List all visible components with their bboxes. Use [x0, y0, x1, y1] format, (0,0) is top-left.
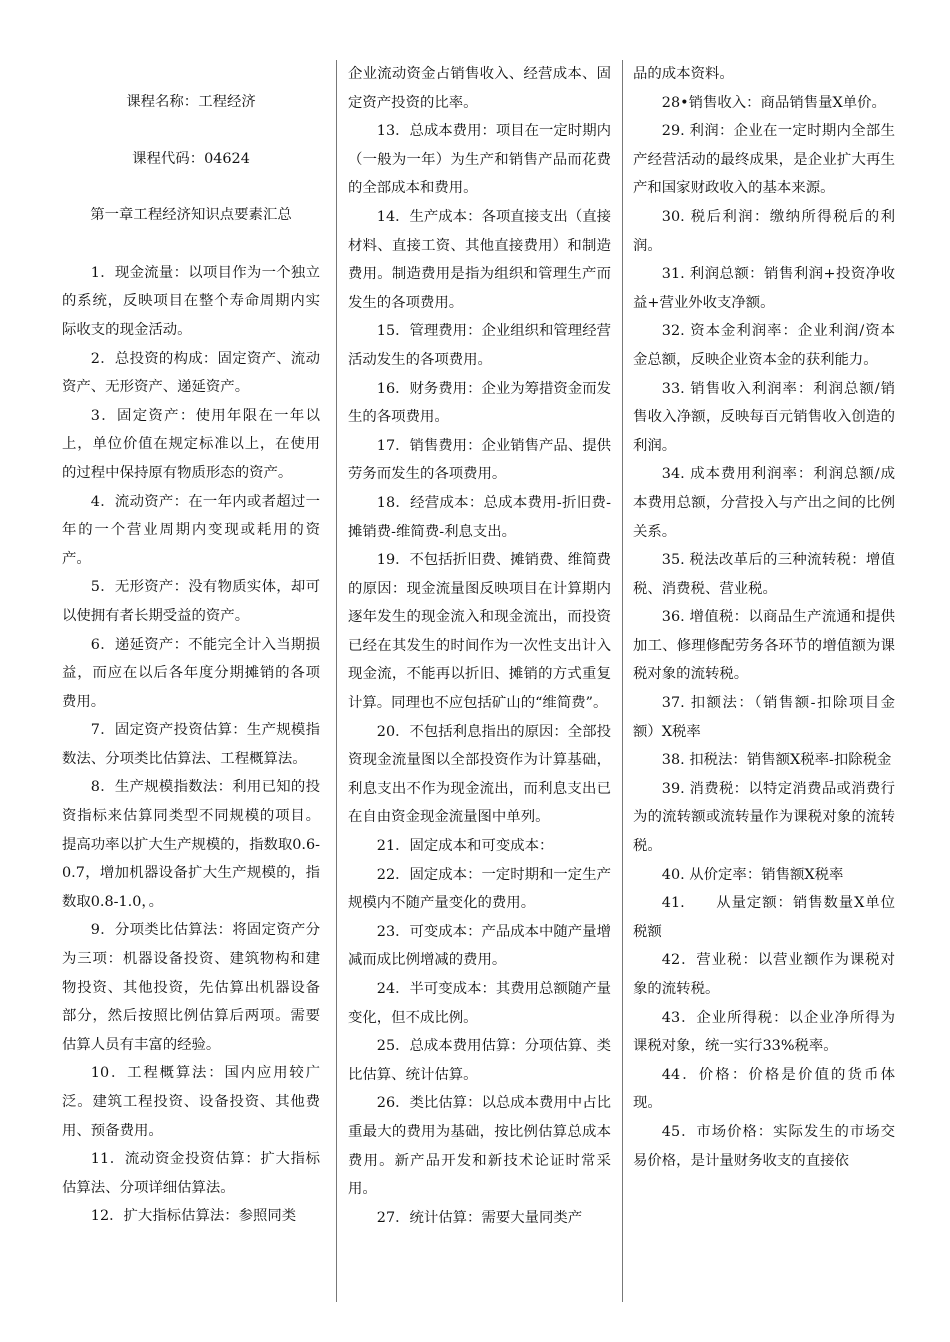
list-item: 21．固定成本和可变成本： [376, 838, 554, 855]
list-item: 41. 从量定额：销售数量X单位税额 [633, 895, 895, 940]
list-item: 31. 利润总额：销售利润+投资净收益+营业外收支净额。 [633, 266, 895, 311]
list-item: 14．生产成本：各项直接支出（直接材料、直接工资、其他直接费用）和制造费用。制造费用是指为组织和管理生产而发生的各项费用。 [348, 208, 611, 311]
list-item: 20．不包括利息指出的原因：全部投资现金流量图以全部投资作为计算基础，利息支出不作为现金流出，而利息支出已在自由资金现金流量图中单列。 [348, 723, 611, 826]
continued-text: 品的成本资料。 [633, 66, 734, 82]
list-item: 25．总成本费用估算：分项估算、类比估算、统计估算。 [348, 1038, 611, 1083]
list-item: 27．统计估算：需要大量同类产 [376, 1209, 583, 1226]
list-item: 29. 利润：企业在一定时期内全部生产经营活动的最终成果，是企业扩大再生产和国家财政收入的基本来源。 [633, 123, 895, 197]
list-item: 5．无形资产：没有物质实体，却可以使拥有者长期受益的资产。 [62, 579, 320, 624]
list-item: 44．价格：价格是价值的货币体现。 [633, 1066, 895, 1112]
column-divider [622, 60, 623, 1302]
list-item: 28•销售收入：商品销售量X单价。 [661, 94, 886, 111]
list-item: 34. 成本费用利润率：利润总额/成本费用总额，分营投入与产出之间的比例关系。 [633, 466, 895, 540]
list-item: 9．分项类比估算法：将固定资产分为三项：机器设备投资、建筑物构和建物投资、其他投资，先估算出机器设备部分，然后按照比例估算后两项。需要估算人员有丰富的经验。 [62, 922, 320, 1053]
list-item: 30. 税后利润：缴纳所得税后的利润。 [633, 208, 895, 254]
list-item: 11．流动资金投资估算：扩大指标估算法、分项详细估算法。 [62, 1151, 320, 1196]
list-item: 2．总投资的构成：固定资产、流动资产、无形资产、递延资产。 [62, 350, 320, 396]
list-item: 38. 扣税法：销售额X税率-扣除税金 [661, 752, 892, 769]
list-item: 33. 销售收入利润率：利润总额/销售收入净额，反映每百元销售收入创造的利润。 [633, 380, 895, 454]
course-name: 课程名称：工程经济 [126, 94, 256, 110]
list-item: 16．财务费用：企业为筹措资金而发生的各项费用。 [348, 380, 611, 426]
list-item: 32. 资本金利润率：企业利润/资本金总额，反映企业资本金的获利能力。 [633, 323, 895, 368]
list-item: 15．管理费用：企业组织和管理经营活动发生的各项费用。 [348, 323, 611, 368]
list-item: 23．可变成本：产品成本中随产量增减而成比例增减的费用。 [348, 923, 611, 969]
text-column-3 [633, 60, 895, 1322]
list-item: 43．企业所得税：以企业净所得为课税对象，统一实行33%税率。 [633, 1009, 895, 1055]
list-item: 19．不包括折旧费、摊销费、维简费的原因：现金流量图反映项目在计算期内逐年发生的现金流入和现金流出，而投资已经在其发生的时间作为一次性支出计入现金流，不能再以折旧、摊销的方式重复计算。同理也不应包括矿山的“维简费”。 [348, 552, 611, 712]
list-item: 40. 从价定率：销售额X税率 [661, 866, 844, 883]
list-item: 18．经营成本：总成本费用-折旧费-摊销费-维简费-利息支出。 [348, 494, 611, 540]
list-item: 8．生产规模指数法：利用已知的投资指标来估算同类型不同规模的项目。提高功率以扩大生产规模的，指数取0.6-0.7，增加机器设备扩大生产规模的，指数取0.8-1.0，。 [62, 779, 320, 910]
list-item: 45．市场价格：实际发生的市场交易价格，是计量财务收支的直接依 [633, 1123, 895, 1169]
list-item: 26．类比估算：以总成本费用中占比重最大的费用为基础，按比例估算总成本费用。新产品开发和新技术论证时常采用。 [348, 1095, 611, 1198]
list-item: 13．总成本费用：项目在一定时期内（一般为一年）为生产和销售产品而花费的全部成本和费用。 [348, 123, 611, 197]
text-column-2 [348, 60, 611, 1322]
list-item: 24．半可变成本：其费用总额随产量变化，但不成比例。 [348, 981, 611, 1026]
list-item: 7．固定资产投资估算：生产规模指数法、分项类比估算法、工程概算法。 [62, 722, 320, 767]
list-item: 6．递延资产：不能完全计入当期损益，而应在以后各年度分期摊销的各项费用。 [62, 636, 320, 710]
course-code: 课程代码：04624 [132, 150, 250, 167]
list-item: 4．流动资产：在一年内或者超过一年的一个营业周期内变现或耗用的资产。 [62, 493, 320, 567]
list-item: 3．固定资产：使用年限在一年以上，单位价值在规定标准以上，在使用的过程中保持原有物质形态的资产。 [62, 407, 320, 481]
list-item: 36. 增值税：以商品生产流通和提供加工、修理修配劳务各环节的增值额为课税对象的流转税。 [633, 609, 895, 683]
list-item: 10．工程概算法：国内应用较广泛。建筑工程投资、设备投资、其他费用、预备费用。 [62, 1065, 320, 1139]
list-item: 37. 扣额法：（销售额-扣除项目金额）X税率 [633, 695, 895, 740]
list-item: 12．扩大指标估算法：参照同类 [90, 1208, 297, 1225]
list-item: 17．销售费用：企业销售产品、提供劳务而发生的各项费用。 [348, 437, 611, 483]
list-item: 42．营业税：以营业额作为课税对象的流转税。 [633, 952, 895, 997]
list-item: 35. 税法改革后的三种流转税：增值税、消费税、营业税。 [633, 552, 895, 597]
list-item: 1．现金流量：以项目作为一个独立的系统，反映项目在整个寿命周期内实际收支的现金活动。 [62, 264, 320, 338]
list-item: 39. 消费税：以特定消费品或消费行为的流转额或流转量作为课税对象的流转税。 [633, 780, 895, 855]
continued-text: 企业流动资金占销售收入、经营成本、固定资产投资的比率。 [348, 66, 611, 111]
list-item: 22．固定成本：一定时期和一定生产规模内不随产量变化的费用。 [348, 866, 611, 912]
chapter-title: 第一章工程经济知识点要素汇总 [90, 207, 292, 224]
column-divider [336, 60, 337, 1302]
text-column-1 [62, 60, 320, 1322]
